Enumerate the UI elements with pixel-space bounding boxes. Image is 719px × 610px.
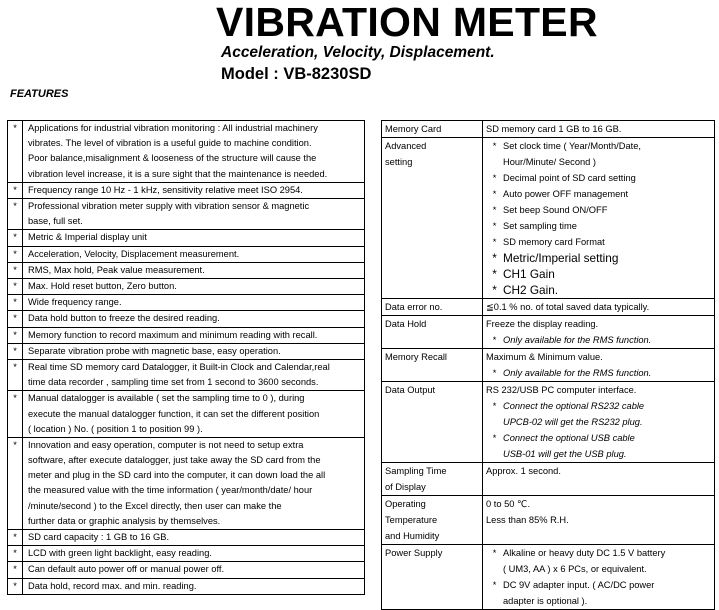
feature-text [23,246,365,262]
feature-row [8,546,365,562]
feature-text-line: ( location ) No. ( position 1 to position 99 ). [28,423,203,434]
feature-bullet: * [8,230,23,246]
spec-value: SD memory card 1 GB to 16 GB. [483,121,715,138]
feature-row [8,182,365,198]
feature-text-line: Innovation and easy operation, computer is not need to setup extra [28,439,304,450]
spec-label: Power Supply [382,545,483,610]
spec-row-advanced-setting [382,138,715,299]
feature-text-line: vibration level increase, it is a sure sight that the maintenance is needed. [28,168,328,179]
feature-bullet: * [8,578,23,594]
features-table [7,120,365,595]
spec-list-item: * Decimal point of SD card setting [492,173,636,183]
feature-text-line: LCD with green light backlight, easy reading. [28,548,212,559]
spec-note: * Only available for the RMS function. [492,368,652,378]
spec-label: Data Hold [382,316,483,349]
spec-row-memory-recall [382,349,715,382]
spec-list-item: * Set sampling time [492,221,577,231]
feature-text [23,182,365,198]
feature-row [8,578,365,594]
feature-row [8,278,365,294]
spec-list-item: * Set clock time ( Year/Month/Date, [492,141,641,151]
feature-row [8,530,365,546]
feature-text-line: Separate vibration probe with magnetic base, easy operation. [28,345,281,356]
feature-text [23,562,365,578]
feature-text-line: Frequency range 10 Hz - 1 kHz, sensitivity relative meet ISO 2954. [28,184,303,195]
features-heading: FEATURES [10,88,69,100]
feature-text-line: vibrates. The level of vibration is a useful guide to machine condition. [28,138,312,149]
spec-note: * Only available for the RMS function. [492,335,652,345]
spec-value [483,545,715,610]
feature-text-line: further data or graphic analysis by themselves. [28,515,221,526]
feature-bullet: * [8,546,23,562]
feature-text-line: meter and plug in the SD card into the computer, it can down load the all [28,470,326,481]
feature-text-line: Max. Hold reset button, Zero button. [28,280,177,291]
feature-text-line: Manual datalogger is available ( set the sampling time to 0 ), during [28,393,305,404]
feature-bullet: * [8,562,23,578]
feature-text [23,295,365,311]
feature-text [23,578,365,594]
spec-list-item: * CH1 Gain [492,267,555,281]
feature-bullet: * [8,198,23,229]
feature-text-line: /minute/second ) to the Excel directly, then user can make the [28,500,282,511]
feature-text-line: Wide frequency range. [28,297,122,308]
feature-text-line: software, after execute datalogger, just take away the SD card from the [28,455,321,466]
feature-text-line: Poor balance,misalignment & looseness of the structure will cause the [28,153,317,164]
feature-text-line: time data recorder , sampling time set from 1 second to 3600 seconds. [28,377,319,388]
spec-row-sampling-time [382,463,715,496]
spec-list-item: * Auto power OFF management [492,189,629,199]
feature-bullet: * [8,246,23,262]
feature-text [23,278,365,294]
spec-label: Advanced setting [382,138,483,299]
spec-label: Data error no. [382,299,483,316]
feature-row [8,311,365,327]
feature-row [8,295,365,311]
feature-text [23,262,365,278]
spec-list-item: Hour/Minute/ Second ) [503,157,597,167]
spec-value: Maximum & Minimum value. * Only available for the RMS function. [483,349,715,382]
feature-text-line: Acceleration, Velocity, Displacement measurement. [28,248,240,259]
feature-text-line: SD card capacity : 1 GB to 16 GB. [28,532,170,543]
spec-value: ≦0.1 % no. of total saved data typically. [483,299,715,316]
spec-value: Approx. 1 second. [483,463,715,496]
feature-bullet: * [8,295,23,311]
feature-bullet: * [8,359,23,390]
feature-text-line: Professional vibration meter supply with vibration sensor & magnetic [28,200,310,211]
spec-value: 0 to 50 ℃. Less than 85% R.H. [483,496,715,545]
spec-row-memory-card [382,121,715,138]
spec-row-operating [382,496,715,545]
feature-text [23,437,365,529]
feature-row [8,437,365,529]
feature-bullet: * [8,121,23,183]
feature-row [8,121,365,183]
feature-bullet: * [8,437,23,529]
feature-text-line: Applications for industrial vibration monitoring : All industrial machinery [28,123,318,133]
feature-text-line: Real time SD memory card Datalogger, it Built-in Clock and Calendar,real [28,361,330,372]
feature-text-line: Metric & Imperial display unit [28,232,147,243]
spec-list-item: * SD memory card Format [492,237,605,247]
spec-row-data-hold [382,316,715,349]
feature-text [23,546,365,562]
spec-list-item: * Alkaline or heavy duty DC 1.5 V battery [492,548,666,558]
spec-label: Data Output [382,382,483,463]
feature-text-line: RMS, Max hold, Peak value measurement. [28,264,205,275]
feature-row [8,327,365,343]
spec-note: * Connect the optional USB cable [492,433,635,443]
feature-text [23,198,365,229]
feature-row [8,230,365,246]
feature-text-line: base, full set. [28,216,83,227]
spec-list-item: * CH2 Gain. [492,283,559,297]
feature-row [8,262,365,278]
feature-row [8,246,365,262]
subtitle: Acceleration, Velocity, Displacement. [221,44,495,61]
feature-bullet: * [8,530,23,546]
feature-row [8,562,365,578]
feature-text-line: Data hold, record max. and min. reading. [28,580,197,591]
spec-list-item: ( UM3, AA ) x 6 PCs, or equivalent. [503,564,647,574]
spec-list-item: * DC 9V adapter input. ( AC/DC power [492,580,655,590]
feature-text [23,343,365,359]
feature-bullet: * [8,391,23,438]
feature-bullet: * [8,262,23,278]
spec-value: Freeze the display reading. * Only available for the RMS function. [483,316,715,349]
feature-row [8,359,365,390]
spec-row-data-output [382,382,715,463]
feature-text-line: Data hold button to freeze the desired reading. [28,313,220,324]
spec-value: RS 232/USB PC computer interface. * Connect the optional RS232 cable UPCB-02 will get the RS232 plug. * Connect the optional USB cable USB-01 will get the USB plug. [483,382,715,463]
model-number: Model : VB-8230SD [221,65,372,83]
spec-label: Memory Card [382,121,483,138]
feature-text-line: the measured value with the time information ( year/month/date/ hour [28,485,313,496]
specifications-table [381,120,715,610]
feature-text-line: Memory function to record maximum and minimum reading with recall. [28,329,318,340]
spec-note: USB-01 will get the USB plug. [503,449,627,459]
feature-text [23,121,365,183]
spec-note: * Connect the optional RS232 cable [492,401,645,411]
spec-note: UPCB-02 will get the RS232 plug. [503,417,643,427]
feature-text [23,327,365,343]
feature-row [8,343,365,359]
spec-label: Memory Recall [382,349,483,382]
feature-text [23,530,365,546]
spec-row-power-supply [382,545,715,610]
feature-text [23,391,365,438]
spec-list-item: * Metric/Imperial setting [492,251,619,265]
spec-label: Sampling Time of Display [382,463,483,496]
feature-bullet: * [8,182,23,198]
feature-bullet: * [8,278,23,294]
spec-value [483,138,715,299]
feature-text-line: execute the manual datalogger function, it can set the different position [28,408,320,419]
spec-list-item: * Set beep Sound ON/OFF [492,205,608,215]
feature-text [23,311,365,327]
feature-text [23,230,365,246]
spec-row-data-error [382,299,715,316]
spec-label: Operating Temperature and Humidity [382,496,483,545]
feature-text [23,359,365,390]
feature-row [8,391,365,438]
feature-bullet: * [8,311,23,327]
feature-bullet: * [8,343,23,359]
spec-list-item: adapter is optional ). [503,596,588,606]
page-title: VIBRATION METER [216,0,598,45]
feature-bullet: * [8,327,23,343]
feature-text-line: Can default auto power off or manual power off. [28,564,225,575]
feature-row [8,198,365,229]
